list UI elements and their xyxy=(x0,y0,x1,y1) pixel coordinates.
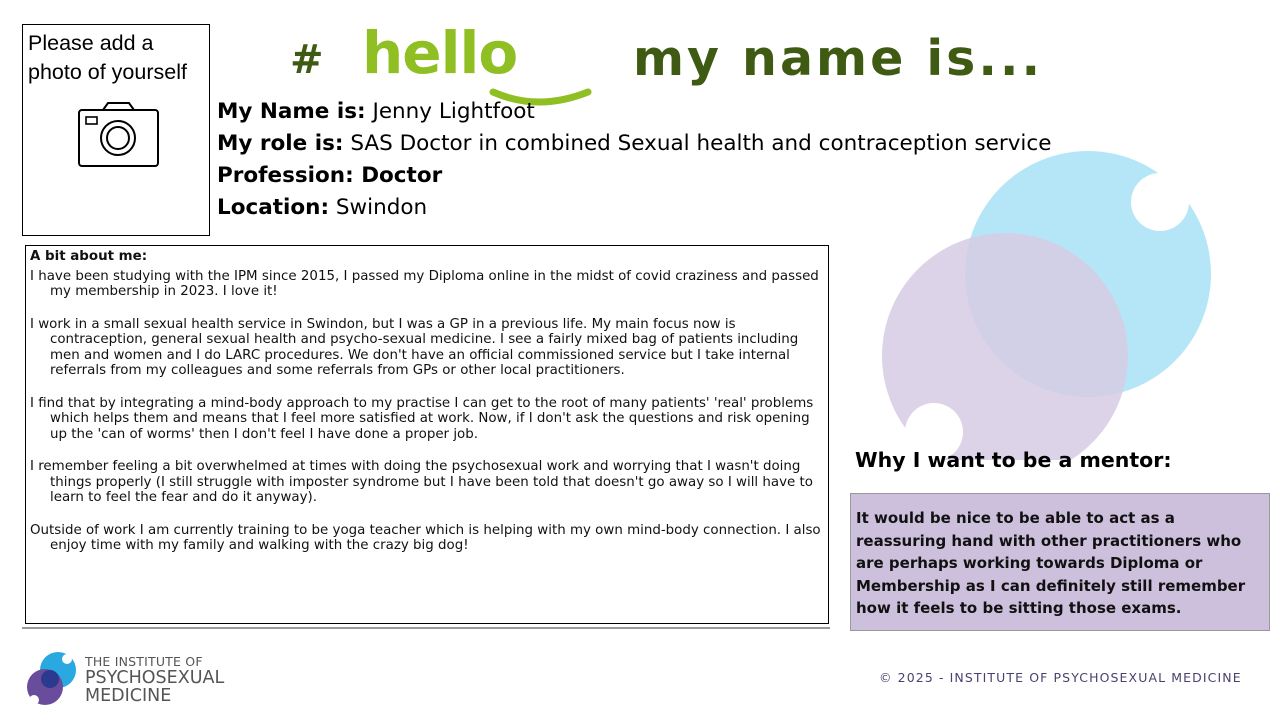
logo-line-2: PSYCHOSEXUAL xyxy=(85,668,225,688)
white-dot-top xyxy=(1131,173,1189,231)
about-paragraph: I have been studying with the IPM since 2015, I passed my Diploma online in the midst of covid craziness and passed my membership in 2023. I love it! xyxy=(30,268,819,299)
mentor-title: Why I want to be a mentor: xyxy=(855,448,1172,472)
photo-placeholder[interactable] xyxy=(22,24,210,236)
logo-line-3: MEDICINE xyxy=(85,686,172,706)
banner-hello: hello xyxy=(362,28,518,87)
location-label: Location: xyxy=(217,195,330,220)
profession-label: Profession: Doctor xyxy=(217,163,443,188)
copyright-text: © 2025 - INSTITUTE OF PSYCHOSEXUAL MEDICINE xyxy=(879,670,1242,685)
mentor-text: It would be nice to be able to act as a reassuring hand with other practitioners who are perhaps working towards Diploma or Membership as I can definitely still remember how it feels to be sitting those exams. xyxy=(856,509,1246,617)
logo-line-1: THE INSTITUTE OF xyxy=(85,654,203,669)
photo-line-2: photo of yourself xyxy=(28,60,187,84)
about-title: A bit about me: xyxy=(30,249,148,264)
photo-line-1: Please add a xyxy=(28,31,154,55)
about-paragraph: Outside of work I am currently training to be yoga teacher which is helping with my own mind-body connection. I also enjoy time with my family and walking with the crazy big dog! xyxy=(30,522,821,553)
footer-divider xyxy=(22,627,830,629)
photo-placeholder-text xyxy=(28,29,210,87)
ipm-logo-text xyxy=(85,654,224,705)
name-label: My Name is: xyxy=(217,99,366,124)
location-value: Swindon xyxy=(335,195,428,220)
role-label: My role is: xyxy=(217,131,344,156)
about-paragraph: I find that by integrating a mind-body approach to my practise I can get to the root of many patients' 'real' problems which helps them and means that I feel more satisfied at work. Now, if I don't ask the questions and risk opening up the 'can of worms' then I don't feel I have done a proper job. xyxy=(30,395,814,442)
about-me-box[interactable] xyxy=(25,245,829,624)
about-paragraph: I work in a small sexual health service in Swindon, but I was a GP in a previous life. My main focus now is contraception, general sexual health and psycho-sexual medicine. I see a fairly mixed bag of patients including men and women and I do LARC procedures. We don't have an official commissioned service but I take internal referrals from my colleagues and some referrals from GPs or other local practitioners. xyxy=(30,316,799,378)
role-value: SAS Doctor in combined Sexual health and contraception service xyxy=(350,131,1052,156)
name-row xyxy=(217,96,1051,128)
ipm-logo-icon xyxy=(24,650,88,708)
mentor-text-box[interactable] xyxy=(850,493,1270,631)
banner-rest: my name is... xyxy=(633,30,1044,87)
banner-hash: # xyxy=(290,37,324,83)
camera-icon xyxy=(77,99,161,169)
name-value: Jenny Lightfoot xyxy=(372,99,535,124)
decorative-circles xyxy=(870,140,1220,460)
about-paragraph: I remember feeling a bit overwhelmed at times with doing the psychosexual work and worrying that I wasn't doing things properly (I still struggle with imposter syndrome but I have been told that doesn't go away so I will have to learn to feel the fear and do it anyway). xyxy=(30,459,813,505)
